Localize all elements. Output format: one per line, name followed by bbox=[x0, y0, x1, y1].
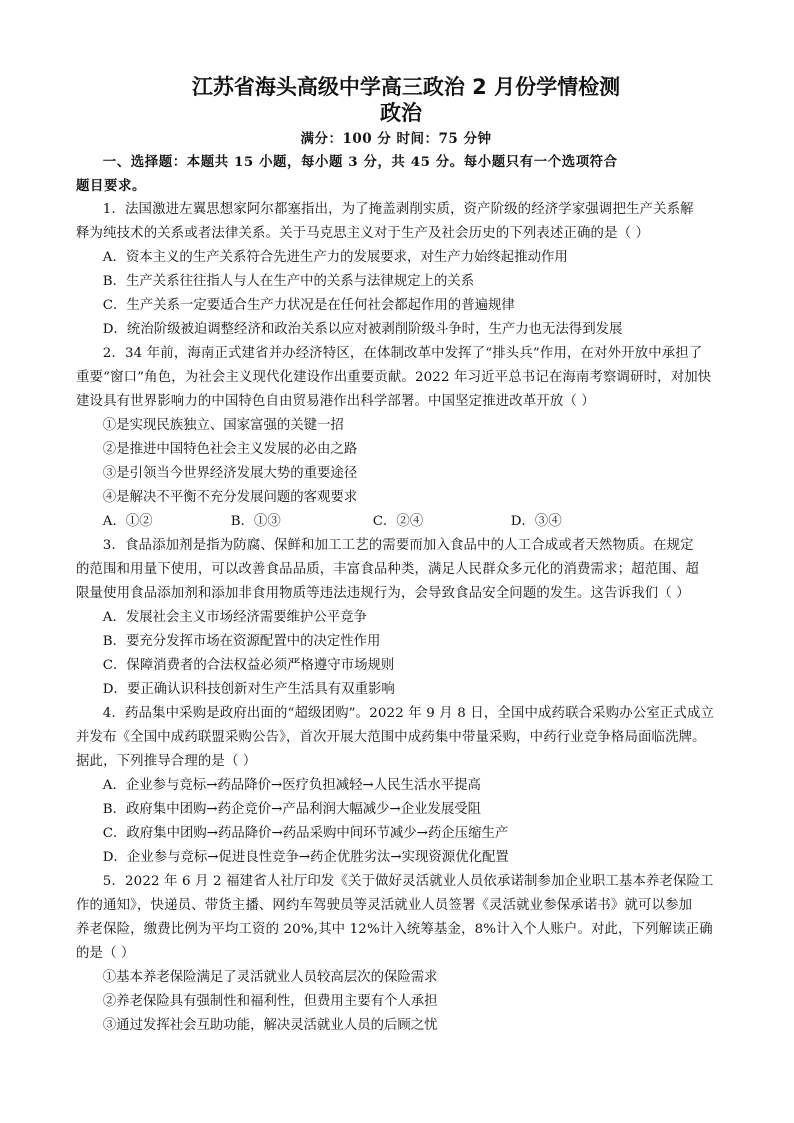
option-b: B．要充分发挥市场在资源配置中的决定性作用 bbox=[102, 634, 381, 649]
option-d: D．要正确认识科技创新对生产生活具有双重影响 bbox=[102, 682, 395, 697]
question-text: 建设具有世界影响力的中国特色自由贸易港作出科学部署。中国坚定推进改革开放（ ） bbox=[76, 394, 595, 409]
section-heading-cont: 题目要求。 bbox=[76, 178, 146, 194]
question-2 bbox=[76, 342, 716, 534]
choice-b: B．①③ bbox=[230, 514, 281, 529]
statement-3: ③是引领当今世界经济发展大势的重要途径 bbox=[102, 466, 358, 481]
question-text: 3．食品添加剂是指为防腐、保鲜和加工工艺的需要而加入食品中的人工合成或者天然物质。在规定 bbox=[102, 538, 694, 553]
question-text: 2．34 年前，海南正式建省并办经济特区，在体制改革中发挥了“排头兵”作用，在对外开放中承担了 bbox=[102, 346, 703, 361]
question-text: 并发布《全国中成药联盟采购公告》，首次开展大范围中成药集中带量采购，中药行业竞争格局面临洗牌。 bbox=[76, 730, 706, 745]
statement-2: ②养老保险具有强制性和福利性，但费用主要有个人承担 bbox=[102, 994, 438, 1009]
question-text: 释为纯技术的关系或者法律关系。关于马克思主义对于生产及社会历史的下列表述正确的是（ ） bbox=[76, 226, 650, 241]
choice-d: D．③④ bbox=[510, 514, 562, 529]
option-c: C．政府集中团购→药品降价→药品采购中间环节减少→药企压缩生产 bbox=[102, 826, 509, 841]
question-text: 限量使用食品添加剂和添加非食用物质等违法违规行为，会导致食品安全问题的发生。这告诉我们（ ） bbox=[76, 586, 690, 601]
option-c: C．保障消费者的合法权益必须严格遵守市场规则 bbox=[102, 658, 395, 673]
question-1 bbox=[76, 198, 716, 342]
section-heading: 一、选择题：本题共 15 小题，每小题 3 分，共 45 分。每小题只有一个选项符合 bbox=[102, 154, 618, 170]
question-text: 5．2022 年 6 月 2 福建省人社厅印发《关于做好灵活就业人员依承诺制参加企业职工基本养老保险工 bbox=[102, 874, 714, 889]
choice-a: A．①② bbox=[102, 514, 153, 529]
question-text: 1．法国激进左翼思想家阿尔都塞指出，为了掩盖剥削实质，资产阶级的经济学家强调把生产关系解 bbox=[102, 202, 694, 217]
option-a: A．资本主义的生产关系符合先进生产力的发展要求，对生产力始终起推动作用 bbox=[102, 250, 568, 265]
exam-meta: 满分：100 分 时间：75 分钟 bbox=[300, 131, 492, 147]
option-a: A．企业参与竞标→药品降价→医疗负担减轻→人民生活水平提高 bbox=[102, 778, 481, 793]
choice-row bbox=[76, 510, 716, 534]
statement-2: ②是推进中国特色社会主义发展的必由之路 bbox=[102, 442, 358, 457]
statement-1: ①基本养老保险满足了灵活就业人员较高层次的保险需求 bbox=[102, 970, 438, 985]
question-text: 的范围和用量下使用，可以改善食品品质，丰富食品种类，满足人民群众多元化的消费需求；超范围、超 bbox=[76, 562, 699, 577]
statement-4: ④是解决不平衡不充分发展问题的客观要求 bbox=[102, 490, 358, 505]
question-4 bbox=[76, 702, 716, 870]
option-d: D．企业参与竞标→促进良性竞争→药企优胜劣汰→实现资源优化配置 bbox=[102, 850, 509, 865]
question-text: 据此，下列推导合理的是（ ） bbox=[76, 754, 257, 769]
question-text: 重要“窗口”角色，为社会主义现代化建设作出重要贡献。2022 年习近平总书记在海南考察调研时，对加快 bbox=[76, 370, 712, 385]
question-text: 4．药品集中采购是政府出面的“超级团购”。2022 年 9 月 8 日，全国中成药联合采购办公室正式成立 bbox=[102, 706, 715, 721]
statement-1: ①是实现民族独立、国家富强的关键一招 bbox=[102, 418, 344, 433]
option-a: A．发展社会主义市场经济需要维护公平竞争 bbox=[102, 610, 367, 625]
statement-3: ③通过发挥社会互助功能，解决灵活就业人员的后顾之忧 bbox=[102, 1018, 438, 1033]
option-d: D．统治阶级被迫调整经济和政治关系以应对被剥削阶级斗争时，生产力也无法得到发展 bbox=[102, 322, 623, 337]
option-c: C．生产关系一定要适合生产力状况是在任何社会都起作用的普遍规律 bbox=[102, 298, 515, 313]
option-b: B．生产关系往往指人与人在生产中的关系与法律规定上的关系 bbox=[102, 274, 475, 289]
question-text: 作的通知》，快递员、带货主播、网约车驾驶员等灵活就业人员签署《灵活就业参保承诺书》就可以参加 bbox=[76, 898, 693, 913]
choice-c: C．②④ bbox=[372, 514, 424, 529]
question-5 bbox=[76, 870, 716, 1038]
exam-title: 江苏省海头高级中学高三政治 2 月份学情检测 bbox=[191, 75, 621, 99]
question-text: 的是（ ） bbox=[76, 946, 135, 961]
option-b: B．政府集中团购→药企竞价→产品利润大幅减少→企业发展受阻 bbox=[102, 802, 482, 817]
exam-subject: 政治 bbox=[380, 101, 422, 125]
question-3 bbox=[76, 534, 716, 702]
question-text: 养老保险，缴费比例为平均工资的 20%,其中 12%计入统筹基金，8%计入个人账户。对此，下列解读正确 bbox=[76, 922, 713, 937]
